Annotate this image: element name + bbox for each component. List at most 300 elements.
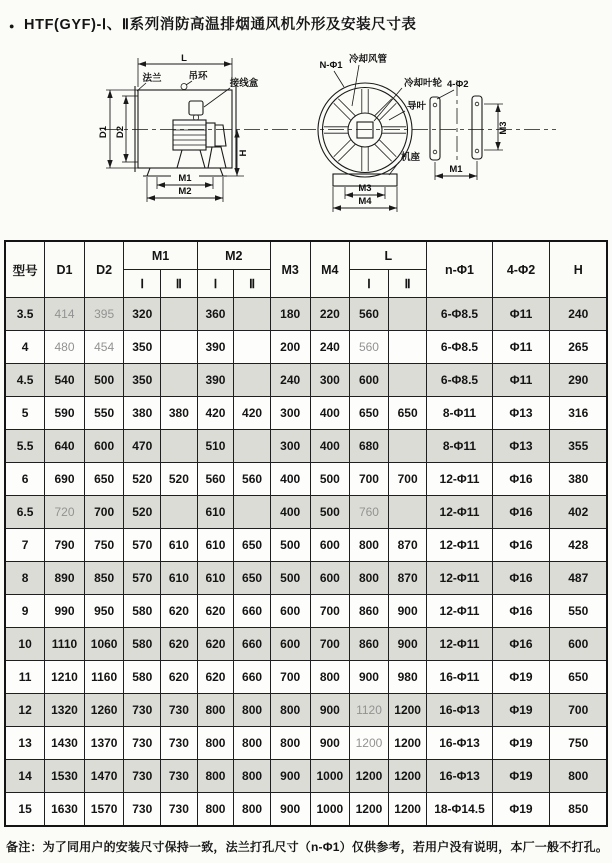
cell-m2_1: 420 <box>197 397 234 430</box>
cell-l2 <box>388 496 427 529</box>
table-row <box>5 331 607 364</box>
cell-h: 800 <box>550 760 607 793</box>
dim-label-M3: M3 <box>358 183 372 194</box>
leader-guide-vane <box>389 111 405 120</box>
cell-l2: 980 <box>388 661 427 694</box>
cell-m2_2: 660 <box>234 661 271 694</box>
cell-h: 265 <box>550 331 607 364</box>
cell-p2: Φ19 <box>492 760 550 793</box>
cell-m1_2: 610 <box>161 562 198 595</box>
table-row <box>5 628 607 661</box>
guide-vanes <box>324 89 406 171</box>
cell-h: 402 <box>550 496 607 529</box>
dim-label-M2: M2 <box>178 186 192 197</box>
cell-model: 11 <box>5 661 45 694</box>
cell-d1: 890 <box>45 562 85 595</box>
table-row <box>5 562 607 595</box>
subcol-l-2: Ⅱ <box>388 270 427 298</box>
cell-d1: 540 <box>45 364 85 397</box>
cell-l1: 1120 <box>350 694 389 727</box>
cell-l1: 800 <box>350 529 389 562</box>
leader-cooling-impeller <box>374 88 402 121</box>
cell-l2: 1200 <box>388 694 427 727</box>
label-base: 机座 <box>401 152 421 163</box>
cell-d2: 395 <box>84 298 124 331</box>
cell-m2_2 <box>234 298 271 331</box>
cell-m2_2: 660 <box>234 628 271 661</box>
dim-label-D2: D2 <box>115 125 126 139</box>
cell-m2_1: 800 <box>197 727 234 760</box>
dim-label-M4: M4 <box>358 196 372 207</box>
cell-l1: 650 <box>350 397 389 430</box>
cell-d2: 750 <box>84 529 124 562</box>
cell-m4: 500 <box>310 496 350 529</box>
cell-m4: 700 <box>310 628 350 661</box>
cell-p2: Φ16 <box>492 463 550 496</box>
cell-l1: 1200 <box>350 793 389 827</box>
cell-d1: 790 <box>45 529 85 562</box>
cell-l1: 560 <box>350 298 389 331</box>
dim-label-M1: M1 <box>178 173 192 184</box>
cell-model: 12 <box>5 694 45 727</box>
col-header-d2: D2 <box>84 241 124 298</box>
cell-p2: Φ11 <box>492 298 550 331</box>
cell-m4: 220 <box>310 298 350 331</box>
cell-m4: 900 <box>310 694 350 727</box>
cell-p2: Φ16 <box>492 496 550 529</box>
cell-d2: 600 <box>84 430 124 463</box>
cell-m1_1: 580 <box>124 595 161 628</box>
cell-m4: 800 <box>310 661 350 694</box>
cell-m2_2: 650 <box>234 529 271 562</box>
col-header-m4: M4 <box>310 241 350 298</box>
cell-d2: 950 <box>84 595 124 628</box>
cell-m3: 400 <box>270 496 310 529</box>
cell-d2: 650 <box>84 463 124 496</box>
cell-l2: 870 <box>388 562 427 595</box>
cell-p2: Φ19 <box>492 694 550 727</box>
cell-l2: 650 <box>388 397 427 430</box>
cell-l1: 900 <box>350 661 389 694</box>
table-row <box>5 694 607 727</box>
cell-l2: 1200 <box>388 760 427 793</box>
cell-m3: 200 <box>270 331 310 364</box>
cell-p2: Φ16 <box>492 595 550 628</box>
side-view-drawing <box>98 53 259 202</box>
cell-m1_2: 620 <box>161 595 198 628</box>
table-body <box>5 298 607 827</box>
cell-d2: 454 <box>84 331 124 364</box>
cell-m4: 600 <box>310 529 350 562</box>
cell-m1_1: 570 <box>124 562 161 595</box>
cell-d1: 480 <box>45 331 85 364</box>
lifting-ring <box>181 84 187 90</box>
cell-m2_1: 560 <box>197 463 234 496</box>
cell-h: 650 <box>550 661 607 694</box>
table-header <box>5 241 607 298</box>
cell-m4: 600 <box>310 562 350 595</box>
cell-p2: Φ13 <box>492 430 550 463</box>
cell-m1_2 <box>161 496 198 529</box>
cell-n1: 16-Φ13 <box>427 760 492 793</box>
dim-label-M1-side: M1 <box>449 164 463 175</box>
cell-n1: 6-Φ8.5 <box>427 364 492 397</box>
cell-d1: 1110 <box>45 628 85 661</box>
cell-d1: 990 <box>45 595 85 628</box>
page-title-text: HTF(GYF)-Ⅰ、Ⅱ系列消防高温排烟通风机外形及安装尺寸表 <box>24 17 417 33</box>
subcol-l-1: Ⅰ <box>350 270 389 298</box>
cell-m1_2: 520 <box>161 463 198 496</box>
cell-l1: 860 <box>350 595 389 628</box>
cell-m2_2: 420 <box>234 397 271 430</box>
cell-h: 380 <box>550 463 607 496</box>
cell-n1: 12-Φ11 <box>427 562 492 595</box>
cell-model: 4 <box>5 331 45 364</box>
cell-l1: 600 <box>350 364 389 397</box>
cell-m2_1: 800 <box>197 694 234 727</box>
cell-d1: 690 <box>45 463 85 496</box>
cell-m2_1: 510 <box>197 430 234 463</box>
cell-m3: 900 <box>270 793 310 827</box>
cell-m4: 700 <box>310 595 350 628</box>
fan-casing <box>138 90 232 168</box>
bullet-icon: ● <box>9 21 16 31</box>
cell-m2_2 <box>234 430 271 463</box>
col-header-4-phi2: 4-Φ2 <box>492 241 550 298</box>
cell-l1: 860 <box>350 628 389 661</box>
col-header-l: L <box>350 241 427 270</box>
cell-m1_1: 730 <box>124 760 161 793</box>
label-cooling-duct: 冷却风管 <box>349 54 388 65</box>
cell-m3: 700 <box>270 661 310 694</box>
cell-m3: 500 <box>270 529 310 562</box>
cell-m1_2: 730 <box>161 793 198 827</box>
cell-n1: 16-Φ13 <box>427 694 492 727</box>
cell-h: 700 <box>550 694 607 727</box>
leader-4-phi2 <box>437 90 454 99</box>
cell-m1_2 <box>161 298 198 331</box>
cell-p2: Φ19 <box>492 661 550 694</box>
cell-m1_1: 350 <box>124 331 161 364</box>
cell-l1: 800 <box>350 562 389 595</box>
cell-n1: 6-Φ8.5 <box>427 298 492 331</box>
cell-m1_1: 520 <box>124 496 161 529</box>
cell-l2: 1200 <box>388 727 427 760</box>
cell-d2: 700 <box>84 496 124 529</box>
subcol-m1-2: Ⅱ <box>161 270 198 298</box>
cell-model: 4.5 <box>5 364 45 397</box>
cell-model: 3.5 <box>5 298 45 331</box>
cell-h: 750 <box>550 727 607 760</box>
junction-box <box>189 101 203 115</box>
label-guide-vane: 导叶 <box>407 101 427 112</box>
cell-n1: 8-Φ11 <box>427 430 492 463</box>
cell-m1_1: 520 <box>124 463 161 496</box>
col-header-m1: M1 <box>124 241 197 270</box>
technical-drawings <box>0 50 612 240</box>
cell-m2_1: 610 <box>197 529 234 562</box>
cell-m2_2 <box>234 331 271 364</box>
cell-m2_1: 620 <box>197 661 234 694</box>
cell-m2_1: 620 <box>197 628 234 661</box>
cell-m3: 800 <box>270 727 310 760</box>
cell-m3: 180 <box>270 298 310 331</box>
dim-label-L: L <box>181 53 187 64</box>
table-row <box>5 397 607 430</box>
table-row <box>5 727 607 760</box>
cell-m4: 400 <box>310 397 350 430</box>
cell-m2_1: 610 <box>197 496 234 529</box>
cell-m2_1: 610 <box>197 562 234 595</box>
cell-m1_1: 730 <box>124 727 161 760</box>
cell-l2 <box>388 331 427 364</box>
cell-m3: 240 <box>270 364 310 397</box>
cell-m2_2: 800 <box>234 793 271 827</box>
subcol-m2-2: Ⅱ <box>234 270 271 298</box>
cell-m2_2: 800 <box>234 760 271 793</box>
cell-m3: 300 <box>270 430 310 463</box>
leader-cooling-duct <box>352 65 359 106</box>
cell-h: 850 <box>550 793 607 827</box>
cell-h: 550 <box>550 595 607 628</box>
cell-m2_1: 800 <box>197 793 234 827</box>
cell-h: 316 <box>550 397 607 430</box>
cell-m3: 500 <box>270 562 310 595</box>
cell-p2: Φ19 <box>492 793 550 827</box>
cell-l1: 700 <box>350 463 389 496</box>
cell-m3: 400 <box>270 463 310 496</box>
cell-d2: 850 <box>84 562 124 595</box>
table-row <box>5 430 607 463</box>
cell-d1: 1210 <box>45 661 85 694</box>
cell-l1: 760 <box>350 496 389 529</box>
cell-model: 15 <box>5 793 45 827</box>
cell-l1: 560 <box>350 331 389 364</box>
cell-d1: 1430 <box>45 727 85 760</box>
cell-l2: 870 <box>388 529 427 562</box>
cell-m1_2: 620 <box>161 661 198 694</box>
cell-m2_2: 650 <box>234 562 271 595</box>
table-row <box>5 595 607 628</box>
cell-h: 487 <box>550 562 607 595</box>
cell-m4: 900 <box>310 727 350 760</box>
cell-m4: 300 <box>310 364 350 397</box>
cell-m3: 300 <box>270 397 310 430</box>
cell-m1_2: 730 <box>161 694 198 727</box>
cell-m4: 400 <box>310 430 350 463</box>
cell-d2: 1370 <box>84 727 124 760</box>
table-row <box>5 364 607 397</box>
cell-m3: 800 <box>270 694 310 727</box>
table-row <box>5 661 607 694</box>
cell-m2_1: 390 <box>197 364 234 397</box>
cell-d2: 1160 <box>84 661 124 694</box>
cell-m1_2 <box>161 331 198 364</box>
table-row <box>5 463 607 496</box>
cell-h: 355 <box>550 430 607 463</box>
col-header-model: 型号 <box>5 241 45 298</box>
subcol-m2-1: Ⅰ <box>197 270 234 298</box>
cell-l2 <box>388 298 427 331</box>
cell-model: 14 <box>5 760 45 793</box>
cell-m1_2: 730 <box>161 760 198 793</box>
motor-fins <box>173 125 206 145</box>
cell-n1: 12-Φ11 <box>427 595 492 628</box>
cell-m2_1: 390 <box>197 331 234 364</box>
cell-d2: 550 <box>84 397 124 430</box>
cell-h: 290 <box>550 364 607 397</box>
label-cooling-impeller: 冷却叶轮 <box>404 78 443 89</box>
cell-m2_2: 660 <box>234 595 271 628</box>
table-row <box>5 529 607 562</box>
cell-m2_1: 360 <box>197 298 234 331</box>
cell-m4: 1000 <box>310 760 350 793</box>
cell-m4: 500 <box>310 463 350 496</box>
dim-label-H: H <box>238 149 249 157</box>
cell-l2 <box>388 364 427 397</box>
cell-m1_2: 380 <box>161 397 198 430</box>
cell-n1: 12-Φ11 <box>427 496 492 529</box>
cell-m1_2: 730 <box>161 727 198 760</box>
table-row <box>5 496 607 529</box>
front-view-drawing <box>318 53 509 212</box>
leader-junction-box <box>204 88 230 107</box>
cell-m2_2: 800 <box>234 694 271 727</box>
cell-d2: 1570 <box>84 793 124 827</box>
cell-n1: 16-Φ13 <box>427 727 492 760</box>
cell-l2 <box>388 430 427 463</box>
cell-l1: 1200 <box>350 760 389 793</box>
col-header-h: H <box>550 241 607 298</box>
cell-d2: 1260 <box>84 694 124 727</box>
cell-model: 6.5 <box>5 496 45 529</box>
cell-m1_1: 730 <box>124 694 161 727</box>
cell-m4: 240 <box>310 331 350 364</box>
cell-l2: 700 <box>388 463 427 496</box>
hub-square <box>357 122 373 138</box>
cell-model: 5 <box>5 397 45 430</box>
cell-m3: 600 <box>270 595 310 628</box>
cell-d1: 1630 <box>45 793 85 827</box>
label-n-phi1: N-Φ1 <box>319 60 343 71</box>
inner-rim <box>323 88 408 173</box>
cell-p2: Φ19 <box>492 727 550 760</box>
cell-p2: Φ16 <box>492 529 550 562</box>
cell-m4: 1000 <box>310 793 350 827</box>
table-row <box>5 760 607 793</box>
cell-m2_1: 800 <box>197 760 234 793</box>
cell-n1: 8-Φ11 <box>427 397 492 430</box>
cell-m2_2 <box>234 364 271 397</box>
dim-label-M3-side: M3 <box>498 121 509 135</box>
cell-d1: 720 <box>45 496 85 529</box>
cell-model: 10 <box>5 628 45 661</box>
cell-d1: 414 <box>45 298 85 331</box>
dimension-table <box>4 240 608 827</box>
dim-label-D1: D1 <box>98 125 109 139</box>
page-title <box>0 0 612 36</box>
cell-l2: 900 <box>388 595 427 628</box>
cell-p2: Φ16 <box>492 628 550 661</box>
cell-p2: Φ13 <box>492 397 550 430</box>
cell-model: 5.5 <box>5 430 45 463</box>
cell-model: 8 <box>5 562 45 595</box>
cell-model: 6 <box>5 463 45 496</box>
cell-n1: 6-Φ8.5 <box>427 331 492 364</box>
cell-m3: 600 <box>270 628 310 661</box>
cell-l1: 1200 <box>350 727 389 760</box>
cell-model: 13 <box>5 727 45 760</box>
cell-n1: 18-Φ14.5 <box>427 793 492 827</box>
cell-m1_2 <box>161 364 198 397</box>
table-row <box>5 298 607 331</box>
cell-m1_2: 620 <box>161 628 198 661</box>
cell-m1_1: 380 <box>124 397 161 430</box>
cell-m3: 900 <box>270 760 310 793</box>
motor-pedestal <box>177 150 205 168</box>
cell-m1_1: 580 <box>124 628 161 661</box>
cell-h: 600 <box>550 628 607 661</box>
label-junction-box: 接线盒 <box>229 78 259 89</box>
label-4-phi2: 4-Φ2 <box>447 79 469 90</box>
cell-n1: 16-Φ11 <box>427 661 492 694</box>
cell-m1_1: 570 <box>124 529 161 562</box>
cell-m2_1: 620 <box>197 595 234 628</box>
cell-m2_2: 560 <box>234 463 271 496</box>
cell-p2: Φ16 <box>492 562 550 595</box>
cell-h: 428 <box>550 529 607 562</box>
cell-m1_2: 610 <box>161 529 198 562</box>
cell-d2: 500 <box>84 364 124 397</box>
cell-model: 7 <box>5 529 45 562</box>
cell-d1: 590 <box>45 397 85 430</box>
cell-m2_2 <box>234 496 271 529</box>
label-flange: 法兰 <box>142 73 162 84</box>
cell-d1: 1320 <box>45 694 85 727</box>
cell-m1_1: 580 <box>124 661 161 694</box>
cell-n1: 12-Φ11 <box>427 628 492 661</box>
footnote: 备注：为了同用户的安装尺寸保持一致，法兰打孔尺寸（n-Φ1）仅供参考，若用户没有说明，本厂一般不打孔。 <box>6 840 609 854</box>
cell-l2: 900 <box>388 628 427 661</box>
cell-m1_2 <box>161 430 198 463</box>
cell-m1_1: 350 <box>124 364 161 397</box>
leader-n-phi1 <box>334 71 344 87</box>
col-header-m2: M2 <box>197 241 270 270</box>
cell-m1_1: 730 <box>124 793 161 827</box>
cell-l2: 1200 <box>388 793 427 827</box>
cell-m2_2: 800 <box>234 727 271 760</box>
cell-n1: 12-Φ11 <box>427 529 492 562</box>
motor-bracket <box>215 125 226 146</box>
cell-m1_1: 470 <box>124 430 161 463</box>
col-header-m3: M3 <box>270 241 310 298</box>
cell-h: 240 <box>550 298 607 331</box>
cell-d2: 1470 <box>84 760 124 793</box>
subcol-m1-1: Ⅰ <box>124 270 161 298</box>
cell-l1: 680 <box>350 430 389 463</box>
cell-n1: 12-Φ11 <box>427 463 492 496</box>
cell-m1_1: 320 <box>124 298 161 331</box>
label-lifting-ring: 吊环 <box>188 71 208 82</box>
col-header-d1: D1 <box>45 241 85 298</box>
cell-d2: 1060 <box>84 628 124 661</box>
cell-model: 9 <box>5 595 45 628</box>
cell-p2: Φ11 <box>492 331 550 364</box>
cell-p2: Φ11 <box>492 364 550 397</box>
col-header-n-phi1: n-Φ1 <box>427 241 492 298</box>
table-row <box>5 793 607 827</box>
cell-d1: 640 <box>45 430 85 463</box>
